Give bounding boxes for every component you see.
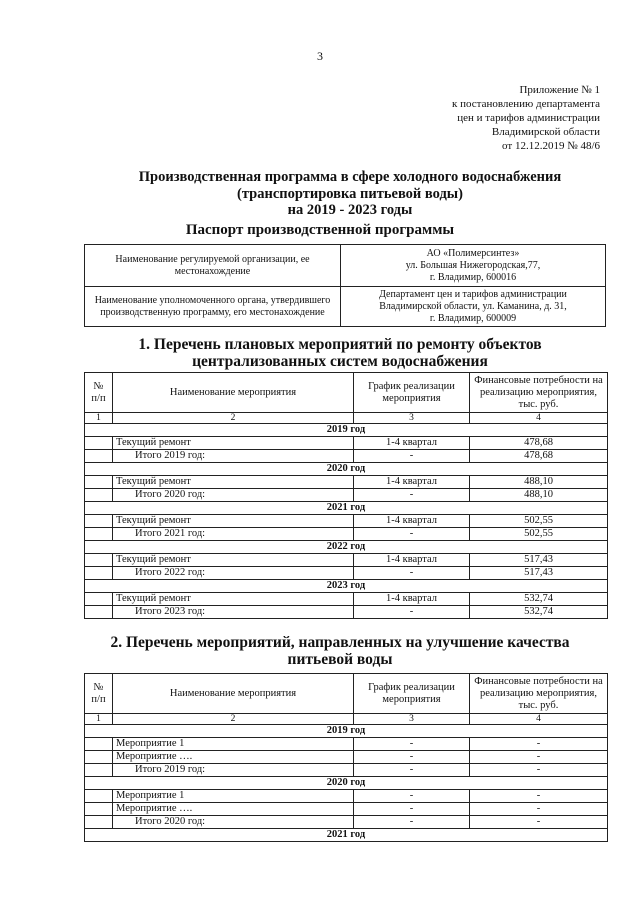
total-label: Итого 2021 год: [113, 528, 354, 541]
section-1-title-line-2: централизованных систем водоснабжения [192, 353, 488, 370]
section-1-title [40, 336, 640, 370]
passport-value-line: Департамент цен и тарифов администрации [379, 288, 567, 300]
total-value: 532,74 [470, 606, 608, 619]
table-row [85, 803, 608, 816]
passport-label: Наименование регулируемой организации, ее местонахождение [85, 245, 341, 287]
item-value: - [470, 738, 608, 751]
total-schedule: - [354, 764, 470, 777]
item-name: Текущий ремонт [113, 437, 354, 450]
total-row [85, 450, 608, 463]
item-value: - [470, 790, 608, 803]
item-value: - [470, 751, 608, 764]
passport-row [85, 287, 606, 327]
year-row [85, 580, 608, 593]
table-header-row [85, 674, 608, 714]
total-schedule: - [354, 489, 470, 502]
header-schedule: График реализации мероприятия [354, 674, 470, 714]
year-label: 2021 год [85, 502, 608, 515]
year-label: 2019 год [85, 725, 608, 738]
total-row [85, 567, 608, 580]
item-value: 517,43 [470, 554, 608, 567]
appendix-line-2: к постановлению департамента [452, 98, 600, 110]
index-cell: 3 [354, 714, 470, 725]
item-value: 488,10 [470, 476, 608, 489]
appendix-line-4: Владимирской области [491, 126, 600, 138]
index-cell: 4 [470, 413, 608, 424]
item-name: Текущий ремонт [113, 476, 354, 489]
total-value: - [470, 764, 608, 777]
item-schedule: 1-4 квартал [354, 515, 470, 528]
item-value: 478,68 [470, 437, 608, 450]
passport-value [341, 287, 606, 327]
passport-value-line: г. Владимир, 600009 [429, 312, 517, 324]
total-value: 488,10 [470, 489, 608, 502]
item-schedule: 1-4 квартал [354, 437, 470, 450]
table-row [85, 593, 608, 606]
table-row [85, 790, 608, 803]
header-name: Наименование мероприятия [113, 373, 354, 413]
total-label: Итого 2020 год: [113, 816, 354, 829]
index-cell: 2 [113, 413, 354, 424]
table-index-row [85, 413, 608, 424]
item-name: Текущий ремонт [113, 515, 354, 528]
title-line-1: Производственная программа в сфере холодного водоснабжения [138, 169, 562, 185]
year-row [85, 541, 608, 554]
index-cell: 4 [470, 714, 608, 725]
total-row [85, 764, 608, 777]
total-row [85, 528, 608, 541]
section-1-title-line-1: 1. Перечень плановых мероприятий по ремонту объектов [138, 336, 542, 353]
total-schedule: - [354, 816, 470, 829]
year-label: 2021 год [85, 829, 608, 842]
passport-title: Паспорт производственной программы [185, 222, 455, 238]
total-value: 517,43 [470, 567, 608, 580]
total-label: Итого 2019 год: [113, 764, 354, 777]
appendix-line-5: от 12.12.2019 № 48/6 [502, 140, 600, 152]
header-num: № п/п [85, 373, 113, 413]
total-schedule: - [354, 528, 470, 541]
year-label: 2023 год [85, 580, 608, 593]
total-schedule: - [354, 450, 470, 463]
header-finance: Финансовые потребности на реализацию мероприятия, тыс. руб. [470, 373, 608, 413]
table-index-row [85, 714, 608, 725]
year-label: 2022 год [85, 541, 608, 554]
item-value: 502,55 [470, 515, 608, 528]
item-name: Мероприятие 1 [113, 738, 354, 751]
item-name: Текущий ремонт [113, 554, 354, 567]
total-label: Итого 2023 год: [113, 606, 354, 619]
section-2-title-line-1: 2. Перечень мероприятий, направленных на улучшение качества [110, 634, 570, 651]
passport-value-line: г. Владимир, 600016 [429, 271, 517, 283]
year-row [85, 725, 608, 738]
section-2-title-line-2: питьевой воды [287, 651, 393, 668]
item-name: Текущий ремонт [113, 593, 354, 606]
passport-label: Наименование уполномоченного органа, утвердившего производственную программу, его местонахождение [85, 287, 341, 327]
total-value: - [470, 816, 608, 829]
passport-value-line: ул. Большая Нижегородская,77, [405, 259, 541, 271]
passport-table [84, 244, 606, 327]
header-schedule: График реализации мероприятия [354, 373, 470, 413]
table-row [85, 437, 608, 450]
item-schedule: 1-4 квартал [354, 554, 470, 567]
table-row [85, 476, 608, 489]
passport-value-line: Владимирской области, ул. Каманина, д. 31, [379, 300, 567, 312]
total-row [85, 816, 608, 829]
quality-table [84, 673, 608, 842]
total-label: Итого 2019 год: [113, 450, 354, 463]
index-cell: 2 [113, 714, 354, 725]
table-header-row [85, 373, 608, 413]
item-schedule: - [354, 751, 470, 764]
document-title [60, 169, 640, 219]
item-schedule: 1-4 квартал [354, 476, 470, 489]
item-schedule: - [354, 803, 470, 816]
appendix-line-1: Приложение № 1 [519, 84, 600, 96]
total-label: Итого 2022 год: [113, 567, 354, 580]
table-row [85, 554, 608, 567]
section-2-title [40, 634, 640, 668]
item-value: 532,74 [470, 593, 608, 606]
year-label: 2020 год [85, 463, 608, 476]
year-label: 2019 год [85, 424, 608, 437]
item-schedule: - [354, 790, 470, 803]
index-cell: 3 [354, 413, 470, 424]
item-name: Мероприятие …. [113, 803, 354, 816]
total-schedule: - [354, 606, 470, 619]
table-row [85, 751, 608, 764]
title-line-3: на 2019 - 2023 годы [287, 202, 413, 218]
index-cell: 1 [85, 714, 113, 725]
item-value: - [470, 803, 608, 816]
total-label: Итого 2020 год: [113, 489, 354, 502]
total-value: 478,68 [470, 450, 608, 463]
appendix-block [410, 83, 600, 153]
item-name: Мероприятие 1 [113, 790, 354, 803]
passport-row [85, 245, 606, 287]
year-label: 2020 год [85, 777, 608, 790]
table-row [85, 738, 608, 751]
passport-value-line: АО «Полимерсинтез» [426, 247, 520, 259]
item-name: Мероприятие …. [113, 751, 354, 764]
header-name: Наименование мероприятия [113, 674, 354, 714]
total-row [85, 606, 608, 619]
item-schedule: 1-4 квартал [354, 593, 470, 606]
header-finance: Финансовые потребности на реализацию мероприятия, тыс. руб. [470, 674, 608, 714]
total-value: 502,55 [470, 528, 608, 541]
appendix-line-3: цен и тарифов администрации [457, 112, 600, 124]
header-num: № п/п [85, 674, 113, 714]
total-schedule: - [354, 567, 470, 580]
index-cell: 1 [85, 413, 113, 424]
year-row [85, 777, 608, 790]
repair-table [84, 372, 608, 619]
item-schedule: - [354, 738, 470, 751]
year-row [85, 424, 608, 437]
year-row [85, 463, 608, 476]
title-line-2: (транспортировка питьевой воды) [237, 185, 463, 202]
total-row [85, 489, 608, 502]
page-number: 3 [317, 49, 323, 63]
year-row [85, 502, 608, 515]
table-row [85, 515, 608, 528]
year-row [85, 829, 608, 842]
passport-value [341, 245, 606, 287]
